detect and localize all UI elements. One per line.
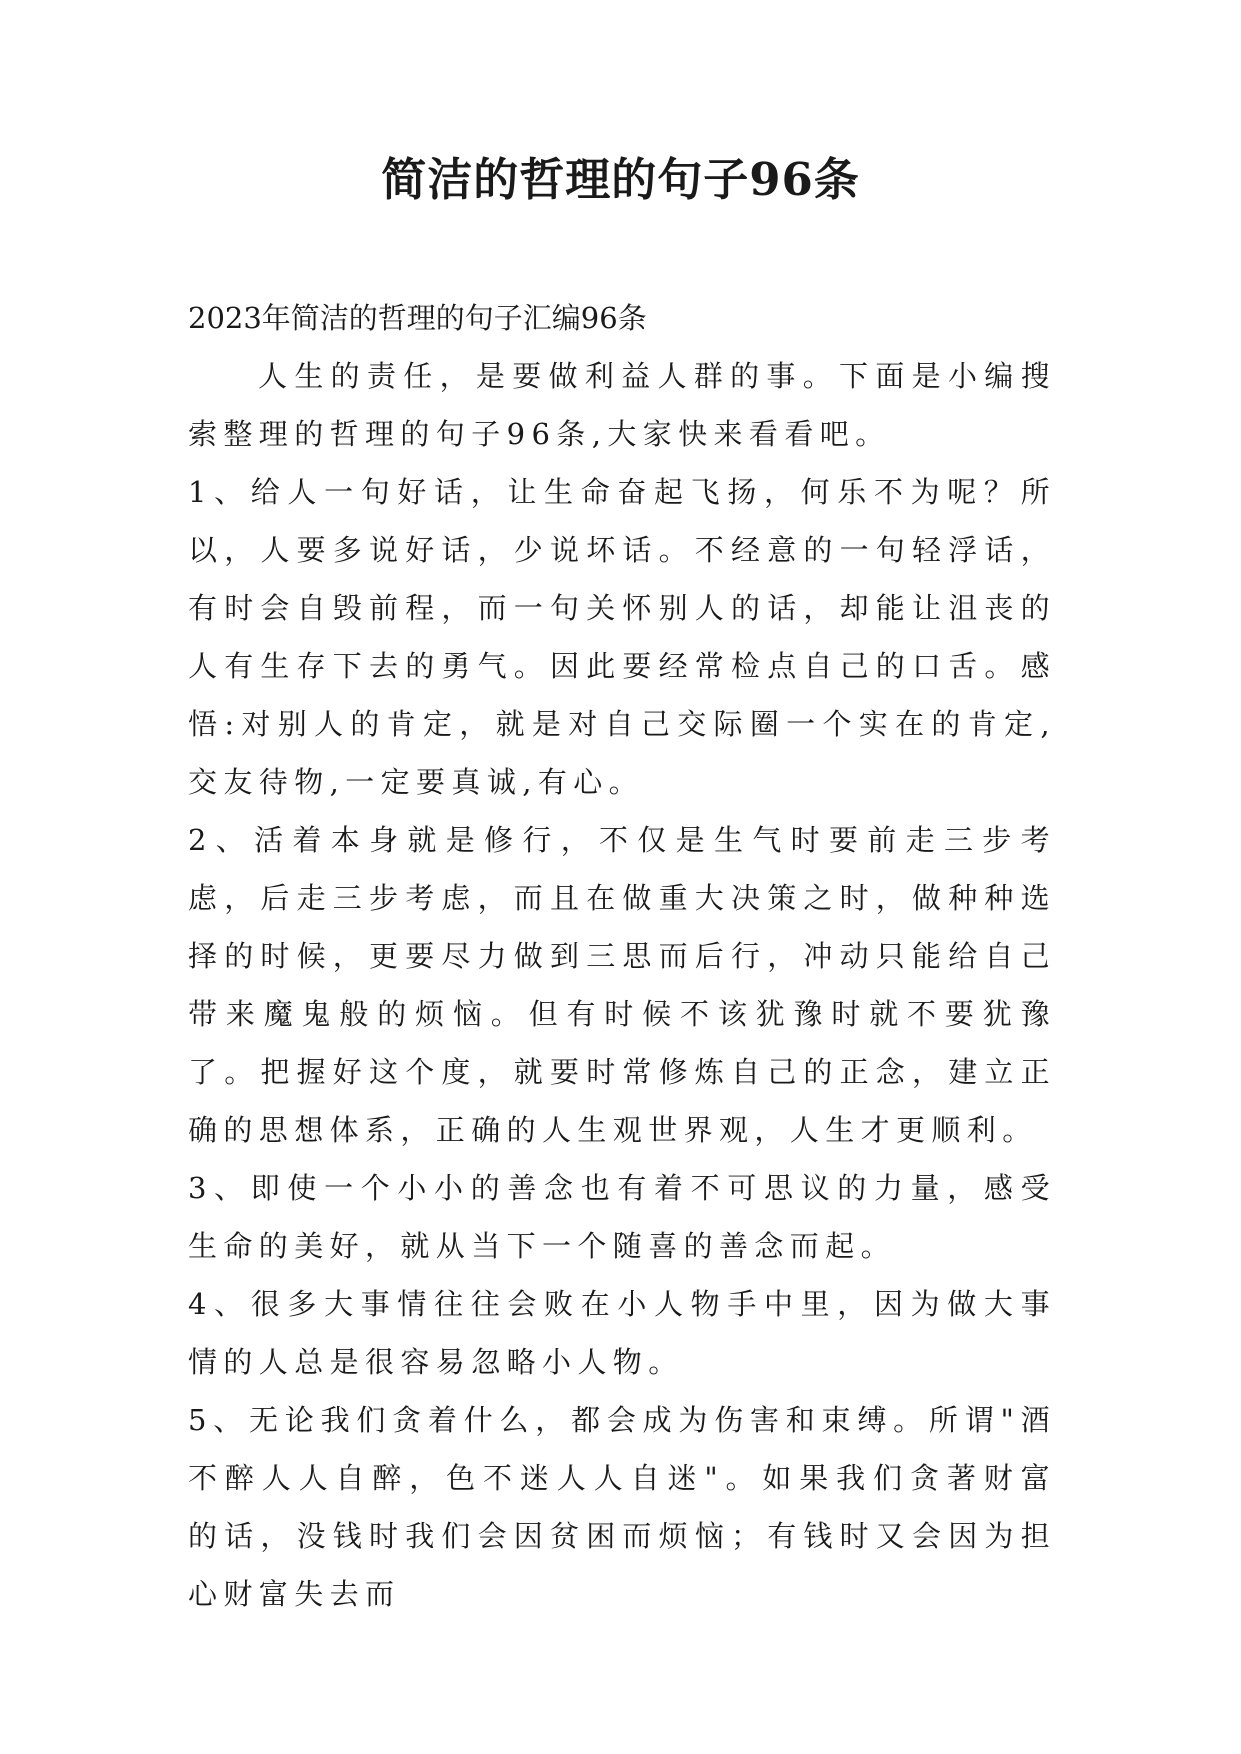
- item-paragraph-2: 2、活着本身就是修行，不仅是生气时要前走三步考虑，后走三步考虑，而且在做重大决策之时，做种种选择的时候，更要尽力做到三思而后行，冲动只能给自己带来魔鬼般的烦恼。但有时候不该犹豫时就不要犹豫了。把握好这个度，就要时常修炼自己的正念，建立正确的思想体系，正确的人生观世界观，人生才更顺利。: [188, 823, 1056, 1147]
- item-paragraph-5: 5、无论我们贪着什么，都会成为伤害和束缚。所谓"酒不醉人人自醉，色不迷人人自迷"。如果我们贪著财富的话，没钱时我们会因贫困而烦恼；有钱时又会因为担心财富失去而: [188, 1403, 1056, 1611]
- document-body: [188, 289, 1056, 1623]
- intro-paragraph: 人生的责任，是要做利益人群的事。下面是小编搜索整理的哲理的句子96条,大家快来看看吧。: [188, 359, 1056, 451]
- item-paragraph-1: 1、给人一句好话，让生命奋起飞扬，何乐不为呢？所以，人要多说好话，少说坏话。不经意的一句轻浮话，有时会自毁前程，而一句关怀别人的话，却能让沮丧的人有生存下去的勇气。因此要经常检点自己的口舌。感悟:对别人的肯定，就是对自己交际圈一个实在的肯定,交友待物,一定要真诚,有心。: [188, 475, 1056, 799]
- item-paragraph-4: 4、很多大事情往往会败在小人物手中里，因为做大事情的人总是很容易忽略小人物。: [188, 1287, 1056, 1379]
- item-paragraph-3: 3、即使一个小小的善念也有着不可思议的力量，感受生命的美好，就从当下一个随喜的善念而起。: [188, 1171, 1056, 1263]
- document-title: 简洁的哲理的句子96条: [381, 153, 860, 206]
- document-subtitle: 2023年简洁的哲理的句子汇编96条: [188, 301, 647, 335]
